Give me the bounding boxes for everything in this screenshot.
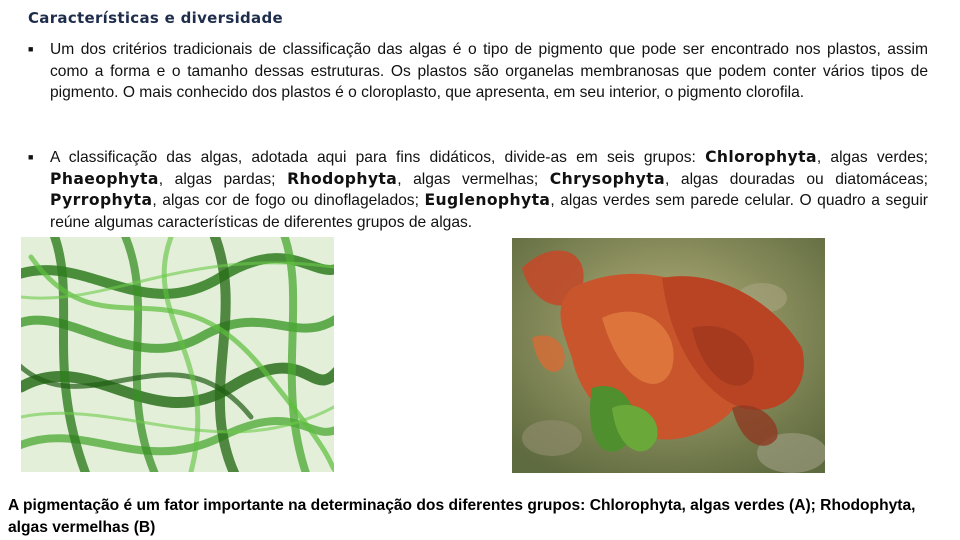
bullet-paragraph-classification xyxy=(28,147,928,234)
text-segment: , algas cor de fogo ou dinoflagelados; xyxy=(152,192,425,210)
group-name-phaeophyta: Phaeophyta xyxy=(50,169,159,188)
bullet-marker: ■ xyxy=(28,152,34,162)
red-algae-photo xyxy=(512,238,825,473)
bullet-text xyxy=(50,147,928,234)
group-name-rhodophyta: Rhodophyta xyxy=(287,169,398,188)
page-title: Características e diversidade xyxy=(28,9,283,27)
text-segment: , algas verdes; xyxy=(816,149,928,166)
green-algae-photo xyxy=(21,237,334,472)
text-segment: , algas douradas ou diatomáceas; xyxy=(665,170,929,188)
bullet-text: Um dos critérios tradicionais de classificação das algas é o tipo de pigmento que pode ser encontrado nos plastos, assim como a forma e o tamanho dessas estruturas. Os plastos são organelas membranosas que podem conter vários tipos de pigmento. O mais conhecido dos plastos é o cloroplasto, que apresenta, em seu interior, o pigmento clorofila. xyxy=(50,41,928,102)
bullet-marker: ■ xyxy=(28,44,34,54)
text-segment: , algas verdes sem parede celular. O quadro a seguir reúne algumas características de diferentes grupos de algas. xyxy=(50,192,928,232)
group-name-pyrrophyta: Pyrrophyta xyxy=(50,191,153,210)
group-name-chlorophyta: Chlorophyta xyxy=(705,148,817,166)
figure-caption: A pigmentação é um fator importante na determinação dos diferentes grupos: Chlorophyta, algas verdes (A); Rhodophyta, algas vermelhas (B) xyxy=(8,497,916,536)
group-name-euglenophyta: Euglenophyta xyxy=(424,191,551,210)
text-segment: , algas vermelhas; xyxy=(397,170,550,188)
text-segment: , algas pardas; xyxy=(158,170,288,188)
group-name-chrysophyta: Chrysophyta xyxy=(549,169,665,188)
text-segment: A classificação das algas, adotada aqui para fins didáticos, divide-as em seis grupos: xyxy=(50,149,706,166)
bullet-paragraph-pigments xyxy=(28,39,928,104)
